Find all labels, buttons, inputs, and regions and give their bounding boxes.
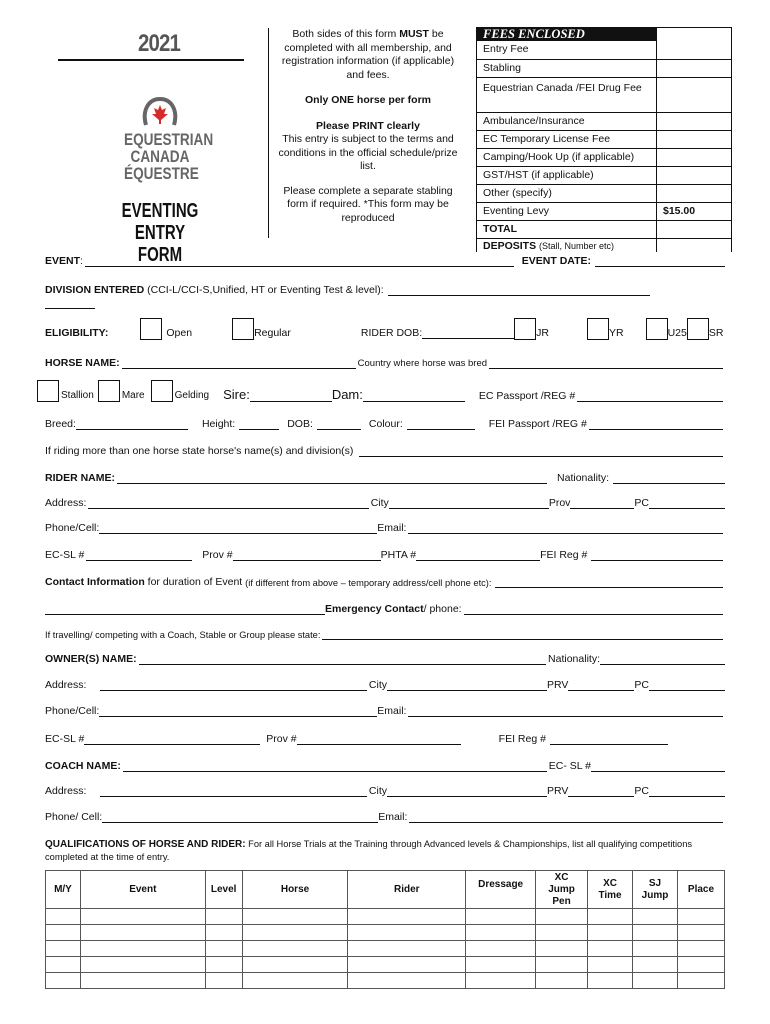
rider-address-field[interactable]: [88, 498, 368, 509]
equestrian-canada-logo: [115, 95, 214, 183]
colour-field[interactable]: [407, 419, 475, 430]
horse-dob-field[interactable]: [317, 419, 361, 430]
col-header-level: Level: [205, 871, 242, 909]
fees-enclosed-box: [476, 27, 732, 252]
table-row: [46, 957, 725, 973]
logo-line-3: ÉQUESTRE: [124, 164, 199, 183]
fee-row: Camping/Hook Up (if applicable): [477, 148, 731, 166]
owner-phone-field[interactable]: [99, 706, 377, 717]
stallion-checkbox[interactable]: [37, 380, 59, 402]
fee-row: Equestrian Canada /FEI Drug Fee: [477, 77, 731, 112]
regular-checkbox[interactable]: [232, 318, 254, 340]
height-field[interactable]: [239, 419, 279, 430]
fee-row: Ambulance/Insurance: [477, 112, 731, 130]
fee-value-field[interactable]: [657, 185, 731, 202]
horse-name-field[interactable]: [122, 358, 356, 369]
form-title-line-2: ENTRY FORM: [134, 222, 186, 266]
owner-prov-number-field[interactable]: [297, 734, 461, 745]
instructions-para-3-title: Please PRINT clearly: [316, 119, 420, 132]
jr-checkbox[interactable]: [514, 318, 536, 340]
rider-nationality-field[interactable]: [613, 473, 725, 484]
yr-checkbox[interactable]: [587, 318, 609, 340]
deposits-field[interactable]: [657, 239, 731, 252]
open-checkbox[interactable]: [140, 318, 162, 340]
owner-ids-row: EC-SL # Prov # FEI Reg #: [45, 733, 725, 745]
table-row: [46, 941, 725, 957]
form-title-line-1: EVENTING: [121, 200, 199, 222]
col-header-xc-time: XC Time: [588, 871, 633, 909]
horseshoe-maple-leaf-icon: [140, 95, 180, 131]
qualifications-note: QUALIFICATIONS OF HORSE AND RIDER: For all Horse Trials at the Training through Advanced levels & Championships, list all qualifying competitions completed at the time of entry.: [45, 839, 693, 862]
coach-address-row: Address: City PRV PC: [45, 785, 725, 797]
coach-pc-field[interactable]: [649, 786, 725, 797]
instructions-para-4: Please complete a separate stabling form if required. *This form may be reproduced: [283, 184, 453, 224]
ec-passport-field[interactable]: [577, 391, 723, 402]
country-bred-field[interactable]: [489, 358, 723, 369]
header-rule: [58, 59, 244, 61]
emergency-contact-field[interactable]: [464, 604, 723, 615]
contact-info-field[interactable]: [495, 577, 723, 588]
horse-name-row: HORSE NAME: Country where horse was bred: [45, 357, 725, 369]
breed-field[interactable]: [76, 419, 188, 430]
fee-value-field[interactable]: [657, 41, 731, 59]
rider-fei-reg-field[interactable]: [591, 550, 723, 561]
fei-passport-field[interactable]: [589, 419, 723, 430]
fee-value-field[interactable]: [657, 149, 731, 166]
travelling-field[interactable]: [322, 629, 723, 640]
owner-pc-field[interactable]: [649, 680, 725, 691]
gelding-checkbox[interactable]: [151, 380, 173, 402]
event-field[interactable]: [85, 256, 514, 267]
rider-address-row: Address: City Prov PC: [45, 497, 725, 509]
coach-address-field[interactable]: [100, 786, 366, 797]
coach-city-field[interactable]: [387, 786, 547, 797]
rider-pc-field[interactable]: [649, 498, 725, 509]
col-header-dressage: Dressage: [466, 871, 536, 909]
coach-phone-row: Phone/ Cell: Email:: [45, 811, 725, 823]
rider-email-field[interactable]: [408, 523, 723, 534]
owner-city-field[interactable]: [387, 680, 547, 691]
sex-row: Stallion Mare Gelding Sire: Dam: EC Passport /REG #: [45, 380, 725, 402]
travelling-row: If travelling/ competing with a Coach, Stable or Group please state:: [45, 629, 725, 640]
rider-city-field[interactable]: [389, 498, 549, 509]
division-row: DIVISION ENTERED (CCI-L/CCI-S,Unified, HT or Eventing Test & level):: [45, 284, 725, 296]
contact-info-field-cont[interactable]: [45, 604, 325, 615]
rider-prov-field[interactable]: [570, 498, 634, 509]
fee-value-field[interactable]: [657, 60, 731, 77]
rider-ids-row: EC-SL # Prov # PHTA # FEI Reg #: [45, 549, 725, 561]
coach-name-row: COACH NAME: EC- SL #: [45, 760, 725, 772]
col-header-xc-jump-pen: XC Jump Pen: [536, 871, 588, 909]
instructions-para-2: Only ONE horse per form: [304, 94, 432, 106]
owner-name-row: OWNER(S) NAME: Nationality:: [45, 653, 725, 665]
col-header-place: Place: [678, 871, 725, 909]
emergency-row: Emergency Contact / phone:: [45, 603, 725, 615]
fee-value-field[interactable]: [657, 113, 731, 130]
owner-fei-reg-field[interactable]: [550, 734, 668, 745]
coach-phone-field[interactable]: [102, 812, 378, 823]
dam-field[interactable]: [363, 391, 465, 402]
col-header-event: Event: [80, 871, 205, 909]
logo-line-1: EQUESTRIAN: [124, 130, 214, 149]
col-header-rider: Rider: [348, 871, 466, 909]
table-row: [46, 973, 725, 989]
logo-line-2: CANADA: [130, 147, 190, 166]
contact-row: Contact Information for duration of Event (if different from above – temporary address/cell phone etc):: [45, 576, 725, 588]
rider-name-field[interactable]: [117, 473, 547, 484]
table-header-row: [46, 871, 725, 909]
owner-nationality-field[interactable]: [600, 654, 725, 665]
year: 2021: [138, 30, 180, 57]
qualifications-table: [45, 870, 725, 989]
rider-dob-field[interactable]: [422, 328, 514, 339]
instructions-para-3: This entry is subject to the terms and conditions in the official schedule/prize list.: [278, 133, 458, 172]
sire-field[interactable]: [250, 391, 332, 402]
fee-row: Eventing Levy $15.00: [477, 202, 731, 220]
coach-ecsl-field[interactable]: [591, 761, 725, 772]
owner-address-row: Address: City PRV PC: [45, 679, 725, 691]
fee-row-deposits: DEPOSITS (Stall, Number etc): [477, 238, 731, 252]
owner-address-field[interactable]: [100, 680, 366, 691]
coach-email-field[interactable]: [409, 812, 723, 823]
division-field[interactable]: [388, 285, 650, 296]
sr-checkbox[interactable]: [687, 318, 709, 340]
event-row: EVENT : EVENT DATE:: [45, 255, 725, 267]
header-divider: [268, 28, 269, 238]
multi-horse-row: If riding more than one horse state horse's name(s) and division(s): [45, 445, 725, 457]
owner-prv-field[interactable]: [568, 680, 634, 691]
rider-name-row: RIDER NAME: Nationality:: [45, 472, 725, 484]
division-field-cont[interactable]: [45, 298, 95, 309]
eventing-levy-value: $15.00: [663, 205, 696, 217]
fee-value-field[interactable]: [657, 131, 731, 148]
fee-total-field[interactable]: [657, 221, 731, 238]
multi-horse-field[interactable]: [359, 446, 723, 457]
rider-phta-field[interactable]: [416, 550, 540, 561]
fee-value-field[interactable]: [657, 78, 731, 112]
table-row: [46, 925, 725, 941]
rider-prov-number-field[interactable]: [233, 550, 381, 561]
coach-prv-field[interactable]: [568, 786, 634, 797]
owner-name-field[interactable]: [139, 654, 546, 665]
fee-row: Other (specify): [477, 184, 731, 202]
fee-row: Stabling: [477, 59, 731, 77]
eligibility-row: ELIGIBILITY: Open Regular RIDER DOB: JR YR U25 SR: [45, 318, 725, 340]
owner-ecsl-field[interactable]: [84, 734, 260, 745]
mare-checkbox[interactable]: [98, 380, 120, 402]
fee-row: GST/HST (if applicable): [477, 166, 731, 184]
col-header-sj-jump: SJ Jump: [633, 871, 678, 909]
event-date-field[interactable]: [595, 256, 725, 267]
rider-ecsl-field[interactable]: [86, 550, 192, 561]
fees-title: FEES ENCLOSED: [477, 28, 657, 41]
owner-email-field[interactable]: [408, 706, 723, 717]
rider-phone-field[interactable]: [99, 523, 377, 534]
instructions: [272, 28, 464, 225]
rider-phone-row: Phone/Cell: Email:: [45, 522, 725, 534]
fee-row: Entry Fee: [477, 41, 731, 59]
fee-row: TOTAL: [477, 220, 731, 238]
u25-checkbox[interactable]: [646, 318, 668, 340]
table-row: [46, 909, 725, 925]
owner-phone-row: Phone/Cell: Email:: [45, 705, 725, 717]
breed-row: Breed: Height: DOB: Colour: FEI Passport /REG #: [45, 418, 725, 430]
instructions-para-1: Both sides of this form MUST be completed with all membership, and registration information (if applicable) and fees.: [281, 28, 455, 81]
col-header-my: M/Y: [46, 871, 81, 909]
col-header-horse: Horse: [242, 871, 348, 909]
fee-value-field[interactable]: [657, 167, 731, 184]
coach-name-field[interactable]: [123, 761, 547, 772]
fee-row: EC Temporary License Fee: [477, 130, 731, 148]
